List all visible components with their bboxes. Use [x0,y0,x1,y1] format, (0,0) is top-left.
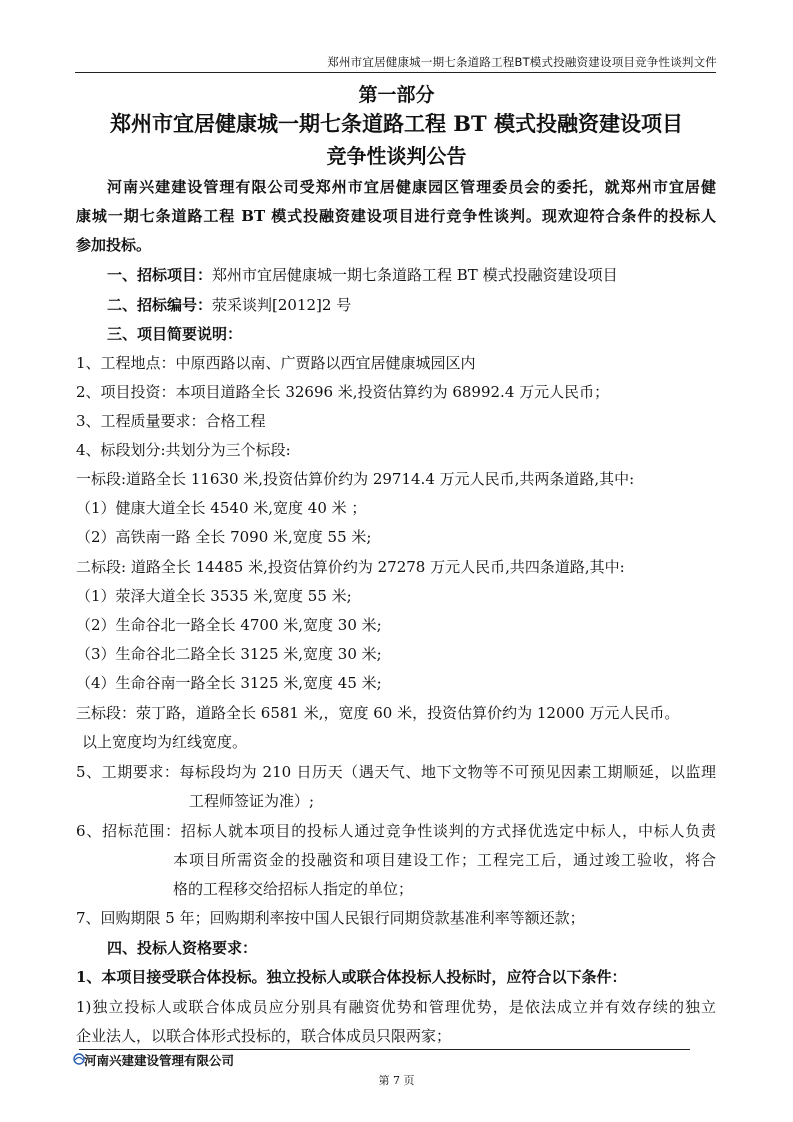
running-header: 郑州市宜居健康城一期七条道路工程BT模式投融资建设项目竞争性谈判文件 [327,55,717,69]
section-1-label: 一、招标项目： [107,266,213,284]
item-5-line-1: 5、工期要求：每标段均为 210 日历天（遇天气、地下文物等不可预见因素工期顺延，以监理 [76,763,716,781]
footer-company: 河南兴建建设管理有限公司 [84,1053,235,1068]
section-2-label: 二、招标编号： [107,296,213,314]
segment-1: 一标段:道路全长 11630 米,投资估算价约为 29714.4 万元人民币,共两条道路,其中: [76,470,635,488]
section-1-value: 郑州市宜居健康城一期七条道路工程 BT 模式投融资建设项目 [212,266,618,284]
section-3-label: 三、项目简要说明： [107,325,243,343]
segment-1-road-2: （2）高铁南一路 全长 7090 米,宽度 55 米; [76,528,372,546]
requirement-1a-line-1: 1)独立投标人或联合体成员应分别具有融资优势和管理优势，是依法成立并有效存续的独立 [76,998,716,1016]
section-4-label: 四、投标人资格要求： [107,939,258,957]
project-title: 郑州市宜居健康城一期七条道路工程 BT 模式投融资建设项目 [110,111,683,136]
item-1: 1、工程地点：中原西路以南、广贾路以西宜居健康城园区内 [76,354,476,372]
section-2-value: 荥采谈判[2012]2 号 [212,296,352,314]
item-6-line-2: 本项目所需资金的投融资和项目建设工作；工程完工后，通过竣工验收，将合 [173,851,716,869]
segment-1-road-1: （1）健康大道全长 4540 米,宽度 40 米 ； [76,499,367,517]
item-3: 3、工程质量要求：合格工程 [76,412,266,430]
page-number: 第 7 页 [378,1074,415,1087]
item-7: 7、回购期限 5 年；回购期利率按中国人民银行同期贷款基准利率等额还款； [76,909,585,927]
width-note: 以上宽度均为红线宽度。 [82,733,248,751]
segment-2: 二标段: 道路全长 14485 米,投资估算价约为 27278 万元人民币,共四条道路,其中: [76,558,625,576]
section-2 [107,294,351,315]
segment-2-road-4: （4）生命谷南一路全长 3125 米,宽度 45 米; [76,674,382,692]
section-1 [107,264,618,285]
segment-3: 三标段：荥丁路，道路全长 6581 米,，宽度 60 米，投资估算价约为 12000 万元人民币。 [76,704,680,722]
segment-2-road-2: （2）生命谷北一路全长 4700 米,宽度 30 米; [76,616,382,634]
part-title: 第一部分 [358,84,435,106]
item-6-line-1: 6、招标范围：招标人就本项目的投标人通过竞争性谈判的方式择优选定中标人，中标人负责 [76,822,716,840]
footer-rule [79,1049,690,1050]
item-4: 4、标段划分:共划分为三个标段: [76,441,291,459]
segment-2-road-1: （1）荥泽大道全长 3535 米,宽度 55 米; [76,587,352,605]
requirement-1a-line-2: 企业法人，以联合体形式投标的，联合体成员只限两家； [76,1027,452,1045]
intro-line-3: 参加投标。 [76,236,152,254]
header-rule [75,72,716,73]
notice-title: 竞争性谈判公告 [326,144,467,168]
segment-2-road-3: （3）生命谷北二路全长 3125 米,宽度 30 米; [76,645,382,663]
item-5-line-2: 工程师签证为准）; [189,792,315,810]
item-2: 2、项目投资：本项目道路全长 32696 米,投资估算约为 68992.4 万元人民币； [76,383,610,401]
intro-line-1: 河南兴建建设管理有限公司受郑州市宜居健康园区管理委员会的委托，就郑州市宜居健 [107,178,716,196]
intro-line-2: 康城一期七条道路工程 BT 模式投融资建设项目进行竞争性谈判。现欢迎符合条件的投标人 [76,207,716,225]
item-6-line-3: 格的工程移交给招标人指定的单位； [173,880,414,898]
requirement-1: 1、本项目接受联合体投标。独立投标人或联合体投标人投标时，应符合以下条件： [76,968,627,986]
